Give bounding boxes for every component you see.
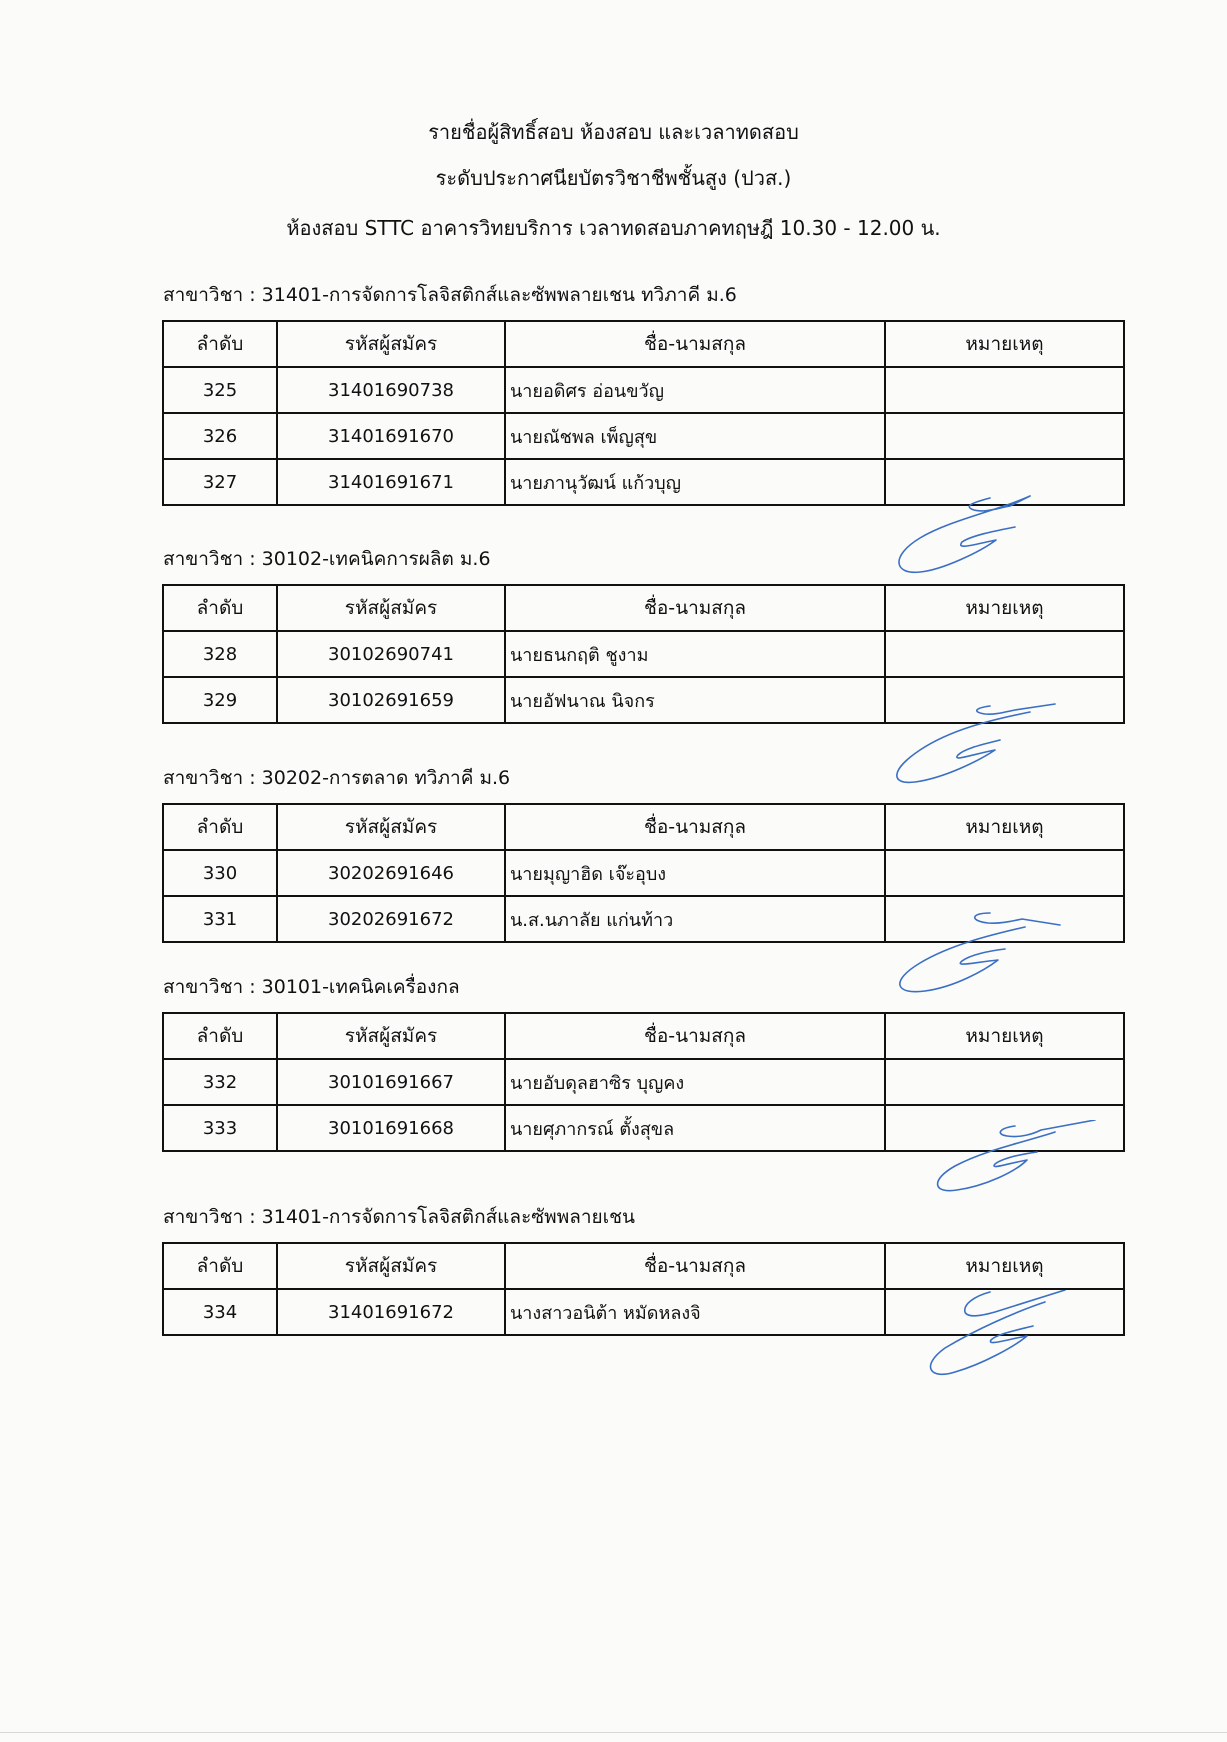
cell-applicant-id: 31401690738 [277, 367, 505, 413]
cell-order: 327 [163, 459, 277, 505]
section-title: สาขาวิชา : 30101-เทคนิคเครื่องกล [163, 976, 460, 998]
header-order: ลำดับ [163, 321, 277, 367]
cell-full-name: นายณัชพล เพ็ญสุข [505, 413, 885, 459]
table-row [163, 631, 1124, 677]
cell-full-name: น.ส.นภาลัย แก่นท้าว [505, 896, 885, 942]
section-title: สาขาวิชา : 30102-เทคนิคการผลิต ม.6 [163, 548, 491, 570]
cell-remark [885, 631, 1124, 677]
cell-full-name: นายอัฟนาณ นิจกร [505, 677, 885, 723]
roster-table [162, 584, 1125, 724]
table-header-row [163, 321, 1124, 367]
cell-applicant-id: 30202691646 [277, 850, 505, 896]
cell-applicant-id: 30101691668 [277, 1105, 505, 1151]
section-title: สาขาวิชา : 31401-การจัดการโลจิสติกส์และซัพพลายเชน ทวิภาคี ม.6 [163, 284, 737, 306]
cell-applicant-id: 31401691672 [277, 1289, 505, 1335]
cell-full-name: นายศุภากรณ์ ตั้งสุขล [505, 1105, 885, 1151]
cell-remark [885, 677, 1124, 723]
header-applicant-id: รหัสผู้สมัคร [277, 1243, 505, 1289]
cell-full-name: นายอับดุลฮาซิร บุญคง [505, 1059, 885, 1105]
cell-applicant-id: 30102691659 [277, 677, 505, 723]
cell-order: 329 [163, 677, 277, 723]
header-applicant-id: รหัสผู้สมัคร [277, 1013, 505, 1059]
cell-remark [885, 896, 1124, 942]
cell-full-name: นายอดิศร อ่อนขวัญ [505, 367, 885, 413]
cell-applicant-id: 30202691672 [277, 896, 505, 942]
table-row [163, 677, 1124, 723]
cell-order: 325 [163, 367, 277, 413]
cell-remark [885, 1289, 1124, 1335]
table-row [163, 1289, 1124, 1335]
header-remark: หมายเหตุ [885, 321, 1124, 367]
cell-order: 330 [163, 850, 277, 896]
page-bottom-edge [0, 1732, 1227, 1733]
cell-order: 331 [163, 896, 277, 942]
roster-table [162, 1012, 1125, 1152]
table-row [163, 850, 1124, 896]
table-row [163, 367, 1124, 413]
roster-table [162, 1242, 1125, 1336]
table-header-row [163, 804, 1124, 850]
section-title: สาขาวิชา : 30202-การตลาด ทวิภาคี ม.6 [163, 767, 511, 789]
cell-remark [885, 367, 1124, 413]
cell-applicant-id: 30101691667 [277, 1059, 505, 1105]
cell-remark [885, 850, 1124, 896]
roster-table [162, 803, 1125, 943]
header-order: ลำดับ [163, 804, 277, 850]
section-title: สาขาวิชา : 31401-การจัดการโลจิสติกส์และซัพพลายเชน [163, 1206, 636, 1228]
roster-table [162, 320, 1125, 506]
header-full-name: ชื่อ-นามสกุล [505, 585, 885, 631]
header-applicant-id: รหัสผู้สมัคร [277, 321, 505, 367]
header-remark: หมายเหตุ [885, 1243, 1124, 1289]
table-row [163, 1059, 1124, 1105]
table-row [163, 413, 1124, 459]
header-full-name: ชื่อ-นามสกุล [505, 804, 885, 850]
doc-title-line-3: ห้องสอบ STTC อาคารวิทยบริการ เวลาทดสอบภาคทฤษฎี 10.30 - 12.00 น. [286, 216, 941, 240]
header-full-name: ชื่อ-นามสกุล [505, 321, 885, 367]
cell-full-name: นายธนกฤติ ชูงาม [505, 631, 885, 677]
table-header-row [163, 1243, 1124, 1289]
doc-title-line-1: รายชื่อผู้สิทธิ์สอบ ห้องสอบ และเวลาทดสอบ [428, 120, 799, 144]
cell-order: 328 [163, 631, 277, 677]
header-applicant-id: รหัสผู้สมัคร [277, 585, 505, 631]
header-applicant-id: รหัสผู้สมัคร [277, 804, 505, 850]
cell-order: 332 [163, 1059, 277, 1105]
doc-title-line-2: ระดับประกาศนียบัตรวิชาชีพชั้นสูง (ปวส.) [435, 166, 792, 190]
cell-applicant-id: 31401691671 [277, 459, 505, 505]
cell-full-name: นางสาวอนิต้า หมัดหลงจิ [505, 1289, 885, 1335]
cell-order: 333 [163, 1105, 277, 1151]
header-full-name: ชื่อ-นามสกุล [505, 1013, 885, 1059]
cell-applicant-id: 30102690741 [277, 631, 505, 677]
cell-order: 334 [163, 1289, 277, 1335]
cell-order: 326 [163, 413, 277, 459]
header-remark: หมายเหตุ [885, 585, 1124, 631]
header-order: ลำดับ [163, 1013, 277, 1059]
header-order: ลำดับ [163, 585, 277, 631]
cell-applicant-id: 31401691670 [277, 413, 505, 459]
cell-remark [885, 1105, 1124, 1151]
table-row [163, 896, 1124, 942]
header-order: ลำดับ [163, 1243, 277, 1289]
header-remark: หมายเหตุ [885, 1013, 1124, 1059]
header-remark: หมายเหตุ [885, 804, 1124, 850]
table-row [163, 459, 1124, 505]
cell-remark [885, 1059, 1124, 1105]
cell-remark [885, 413, 1124, 459]
table-header-row [163, 1013, 1124, 1059]
cell-full-name: นายมุญาฮิด เจ๊ะอุบง [505, 850, 885, 896]
cell-remark [885, 459, 1124, 505]
table-row [163, 1105, 1124, 1151]
cell-full-name: นายภานุวัฒน์ แก้วบุญ [505, 459, 885, 505]
header-full-name: ชื่อ-นามสกุล [505, 1243, 885, 1289]
table-header-row [163, 585, 1124, 631]
